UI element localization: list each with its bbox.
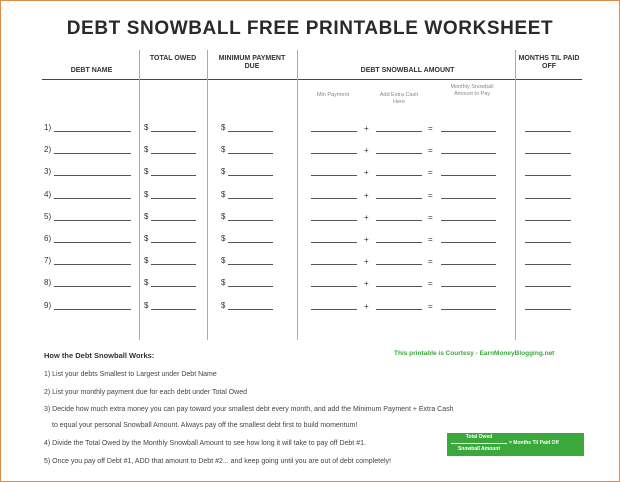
header-minimum-payment: MINIMUM PAYMENT DUE [218,55,286,70]
minimum-payment-field[interactable] [228,242,273,243]
plus-sign: + [364,235,369,244]
column-divider [515,50,516,340]
months-til-paid-off-field[interactable] [525,198,571,199]
total-owed-field[interactable] [151,153,196,154]
minimum-payment-field[interactable] [228,175,273,176]
total-owed-field[interactable] [151,286,196,287]
snowball-amount-field[interactable] [441,198,496,199]
snowball-amount-field[interactable] [441,131,496,132]
worksheet-title: DEBT SNOWBALL FREE PRINTABLE WORKSHEET [66,18,554,39]
row-number: 9) [44,301,52,310]
dollar-sign: $ [144,256,149,265]
row-number: 4) [44,190,52,199]
extra-cash-field[interactable] [376,220,422,221]
plus-sign: + [364,124,369,133]
header-snowball-amount: DEBT SNOWBALL AMOUNT [360,67,455,74]
row-number: 6) [44,234,52,243]
equals-sign: = [428,146,433,155]
dollar-sign: $ [221,190,226,199]
header-debt-name: DEBT NAME [70,67,113,74]
min-payment-field[interactable] [311,175,357,176]
formula-fraction-bar [451,443,507,444]
instruction-step: to equal your personal Snowball Amount. Always pay off the smallest debt first to build momentum! [52,422,358,429]
months-til-paid-off-field[interactable] [525,220,571,221]
months-til-paid-off-field[interactable] [525,309,571,310]
instruction-step: 3) Decide how much extra money you can pay toward your smallest debt every month, and add the Minimum Payment + Extra Cash [44,406,454,413]
total-owed-field[interactable] [151,198,196,199]
min-payment-field[interactable] [311,153,357,154]
snowball-amount-field[interactable] [441,286,496,287]
snowball-amount-field[interactable] [441,220,496,221]
subheader-monthly-snowball: Monthly Snowball Amount to Pay [450,84,494,97]
instruction-step: 5) Once you pay off Debt #1, ADD that amount to Debt #2... and keep going until you are out of debt completely! [44,458,391,465]
plus-sign: + [364,302,369,311]
instructions-heading: How the Debt Snowball Works: [44,351,155,360]
extra-cash-field[interactable] [376,264,422,265]
min-payment-field[interactable] [311,198,357,199]
row-number: 3) [44,167,52,176]
extra-cash-field[interactable] [376,131,422,132]
plus-sign: + [364,213,369,222]
dollar-sign: $ [221,123,226,132]
plus-sign: + [364,146,369,155]
dollar-sign: $ [144,301,149,310]
dollar-sign: $ [144,278,149,287]
dollar-sign: $ [144,212,149,221]
min-payment-field[interactable] [311,286,357,287]
min-payment-field[interactable] [311,264,357,265]
months-til-paid-off-field[interactable] [525,264,571,265]
dollar-sign: $ [144,167,149,176]
minimum-payment-field[interactable] [228,131,273,132]
total-owed-field[interactable] [151,175,196,176]
dollar-sign: $ [144,123,149,132]
months-til-paid-off-field[interactable] [525,242,571,243]
column-divider [207,50,208,340]
debt-name-field[interactable] [54,242,131,243]
months-til-paid-off-field[interactable] [525,153,571,154]
total-owed-field[interactable] [151,242,196,243]
dollar-sign: $ [144,190,149,199]
header-months-til-paid-off: MONTHS TIL PAID OFF [518,55,580,70]
extra-cash-field[interactable] [376,309,422,310]
header-total-owed: TOTAL OWED [149,55,197,62]
plus-sign: + [364,191,369,200]
months-til-paid-off-field[interactable] [525,286,571,287]
minimum-payment-field[interactable] [228,309,273,310]
header-divider [42,79,582,80]
extra-cash-field[interactable] [376,242,422,243]
row-number: 1) [44,123,52,132]
subheader-min-payment: Min Payment [316,92,350,98]
dollar-sign: $ [221,301,226,310]
min-payment-field[interactable] [311,131,357,132]
formula-denominator: Snowball Amount [457,446,501,452]
debt-name-field[interactable] [54,309,131,310]
extra-cash-field[interactable] [376,286,422,287]
total-owed-field[interactable] [151,264,196,265]
equals-sign: = [428,302,433,311]
debt-name-field[interactable] [54,153,131,154]
formula-result: = Months Til Paid Off [509,440,559,446]
equals-sign: = [428,191,433,200]
debt-name-field[interactable] [54,175,131,176]
snowball-amount-field[interactable] [441,153,496,154]
minimum-payment-field[interactable] [228,198,273,199]
plus-sign: + [364,168,369,177]
column-divider [297,50,298,340]
courtesy-note: This printable is Courtesy - EarnMoneyBlogging.net [394,350,555,357]
dollar-sign: $ [221,145,226,154]
equals-sign: = [428,257,433,266]
extra-cash-field[interactable] [376,198,422,199]
minimum-payment-field[interactable] [228,264,273,265]
column-divider [139,50,140,340]
months-til-paid-off-field[interactable] [525,131,571,132]
equals-sign: = [428,213,433,222]
extra-cash-field[interactable] [376,153,422,154]
instruction-step: 4) Divide the Total Owed by the Monthly Snowball Amount to see how long it will take to pay off Debt #1. [44,440,366,447]
equals-sign: = [428,168,433,177]
dollar-sign: $ [144,234,149,243]
minimum-payment-field[interactable] [228,153,273,154]
snowball-amount-field[interactable] [441,264,496,265]
formula-box [447,433,584,456]
plus-sign: + [364,257,369,266]
snowball-amount-field[interactable] [441,242,496,243]
snowball-amount-field[interactable] [441,175,496,176]
plus-sign: + [364,279,369,288]
formula-numerator: Total Owed [465,434,493,440]
dollar-sign: $ [221,234,226,243]
debt-name-field[interactable] [54,198,131,199]
debt-name-field[interactable] [54,264,131,265]
debt-name-field[interactable] [54,220,131,221]
debt-name-field[interactable] [54,286,131,287]
months-til-paid-off-field[interactable] [525,175,571,176]
total-owed-field[interactable] [151,131,196,132]
snowball-amount-field[interactable] [441,309,496,310]
dollar-sign: $ [221,167,226,176]
row-number: 5) [44,212,52,221]
row-number: 8) [44,278,52,287]
min-payment-field[interactable] [311,220,357,221]
min-payment-field[interactable] [311,242,357,243]
dollar-sign: $ [221,212,226,221]
total-owed-field[interactable] [151,220,196,221]
min-payment-field[interactable] [311,309,357,310]
minimum-payment-field[interactable] [228,286,273,287]
row-number: 7) [44,256,52,265]
equals-sign: = [428,279,433,288]
equals-sign: = [428,235,433,244]
minimum-payment-field[interactable] [228,220,273,221]
dollar-sign: $ [144,145,149,154]
subheader-extra-cash: Add Extra Cash Here [379,92,419,105]
instruction-step: 1) List your debts Smallest to Largest under Debt Name [44,371,217,378]
dollar-sign: $ [221,278,226,287]
debt-name-field[interactable] [54,131,131,132]
dollar-sign: $ [221,256,226,265]
total-owed-field[interactable] [151,309,196,310]
equals-sign: = [428,124,433,133]
extra-cash-field[interactable] [376,175,422,176]
row-number: 2) [44,145,52,154]
instruction-step: 2) List your monthly payment due for each debt under Total Owed [44,389,247,396]
